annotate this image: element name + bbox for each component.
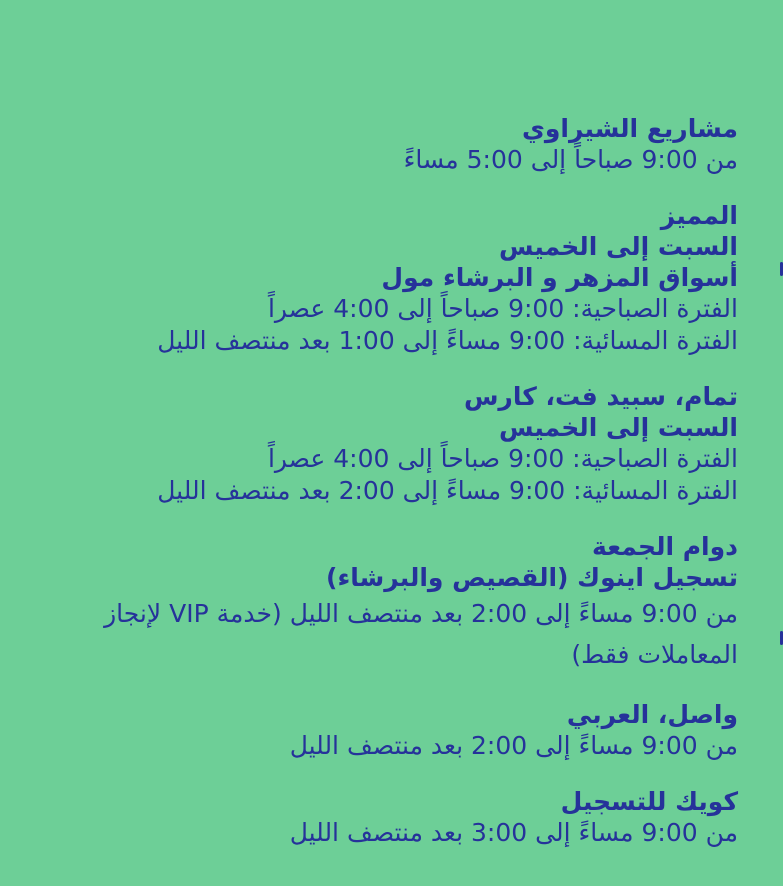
section-friday: [58, 531, 738, 675]
section-title: المميز: [660, 201, 738, 230]
evening-shift-line: الفترة المسائية: 9:00 مساءً إلى 1:00 بعد منتصف الليل: [157, 326, 738, 355]
section-subtitle: تسجيل اينوك (القصيص والبرشاء): [326, 563, 738, 592]
hours-line: من 9:00 مساءً إلى 3:00 بعد منتصف الليل: [289, 818, 738, 847]
section-title: مشاريع الشيراوي: [521, 114, 738, 143]
morning-shift-line: الفترة الصباحية: 9:00 صباحاً إلى 4:00 عصراً: [267, 444, 738, 473]
section-mumayaz: [58, 200, 738, 357]
section-title: كويك للتسجيل: [560, 787, 738, 816]
section-title: دوام الجمعة: [592, 532, 738, 561]
section-shirawi: [58, 113, 738, 176]
section-days: السبت إلى الخميس: [498, 232, 738, 261]
section-tamam: [58, 381, 738, 507]
evening-shift-line: الفترة المسائية: 9:00 مساءً إلى 2:00 بعد منتصف الليل: [157, 476, 738, 505]
hours-line: من 9:00 صباحاً إلى 5:00 مساءً: [403, 145, 738, 174]
section-title: تمام، سبيد فت، كارس: [463, 382, 738, 411]
morning-shift-line: الفترة الصباحية: 9:00 صباحاً إلى 4:00 عصراً: [267, 294, 738, 323]
section-days: السبت إلى الخميس: [498, 413, 738, 442]
section-title: واصل، العربي: [566, 700, 738, 729]
section-locations: أسواق المزهر و البرشاء مول: [381, 263, 738, 292]
hours-line: من 9:00 مساءً إلى 2:00 بعد منتصف الليل (خدمة VIP لإنجاز المعاملات فقط): [104, 599, 738, 669]
hours-line: من 9:00 مساءً إلى 2:00 بعد منتصف الليل: [289, 731, 738, 760]
section-quick: [58, 786, 738, 849]
schedule-content: [58, 113, 738, 849]
section-wasel: [58, 699, 738, 762]
